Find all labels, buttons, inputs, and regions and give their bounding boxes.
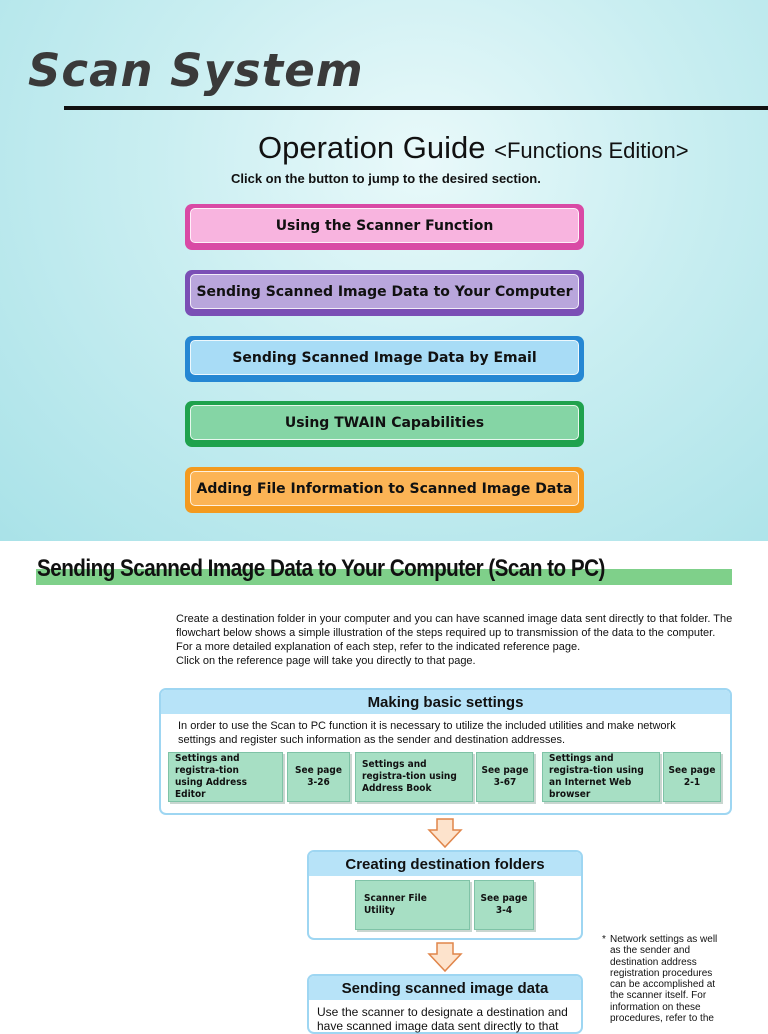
nav-button-scan-to-email[interactable]	[185, 336, 584, 382]
flow-step-title: Creating destination folders	[309, 852, 581, 876]
flow-step-description: In order to use the Scan to PC function it is necessary to utilize the included utilities and make network settings and register such information as the sender and destination addresses.	[178, 720, 676, 746]
cell-label: Scanner File Utility	[364, 893, 427, 916]
nav-button-file-information[interactable]	[185, 467, 584, 513]
flow-step-send-image-data	[307, 974, 583, 1034]
nav-button-scan-to-computer[interactable]	[185, 270, 584, 316]
cell-label: Settings and registra-tion using Address Editor	[175, 753, 247, 800]
nav-button-label: Adding File Information to Scanned Image Data	[196, 481, 573, 497]
flow-arrow-icon	[428, 942, 462, 972]
page-link-label: See page 3-4	[480, 893, 528, 916]
section-intro	[176, 612, 736, 668]
note-text: Network settings as well as the sender and destination address registration procedures can be accomplished at the scanner itself. For information on these procedures, refer to the	[610, 934, 718, 1025]
flow-step-title: Making basic settings	[161, 690, 730, 714]
guide-instruction: Click on the button to jump to the desired section.	[231, 171, 541, 186]
settings-address-editor-cell	[168, 752, 283, 802]
settings-address-book-cell	[355, 752, 473, 802]
settings-web-browser-cell	[542, 752, 660, 802]
intro-paragraph: Click on the reference page will take you directly to that page.	[176, 655, 476, 667]
see-page-link[interactable]	[476, 752, 534, 802]
guide-title	[258, 130, 689, 166]
flow-arrow-icon	[428, 818, 462, 848]
see-page-link[interactable]	[287, 752, 350, 802]
flow-step-description: Use the scanner to designate a destination and have scanned image data sent directly to that	[317, 1005, 568, 1033]
nav-button-twain[interactable]	[185, 401, 584, 447]
page-link-label: See page 2-1	[668, 765, 716, 788]
see-page-link[interactable]	[474, 880, 534, 930]
brand-title: Scan System	[28, 44, 364, 97]
nav-button-label: Sending Scanned Image Data by Email	[232, 350, 537, 366]
brand-underline	[64, 106, 768, 110]
see-page-link[interactable]	[663, 752, 721, 802]
nav-button-label: Sending Scanned Image Data to Your Computer	[196, 284, 573, 300]
guide-edition: <Functions Edition>	[494, 138, 689, 163]
page-link-label: See page 3-67	[481, 765, 529, 788]
note-asterisk: *	[602, 934, 606, 945]
scanner-file-utility-cell	[355, 880, 470, 930]
side-note	[602, 934, 730, 1024]
guide-title-main: Operation Guide	[258, 130, 486, 165]
cell-label: Settings and registra-tion using an Internet Web browser	[549, 753, 644, 800]
section-title: Sending Scanned Image Data to Your Computer (Scan to PC)	[37, 555, 605, 582]
page-link-label: See page 3-26	[295, 765, 342, 788]
flow-step-title: Sending scanned image data	[309, 976, 581, 1000]
nav-button-label: Using TWAIN Capabilities	[284, 415, 485, 431]
intro-paragraph: For a more detailed explanation of each step, refer to the indicated reference page.	[176, 641, 581, 653]
nav-button-scanner-function[interactable]	[185, 204, 584, 250]
nav-button-label: Using the Scanner Function	[275, 218, 494, 234]
cell-label: Settings and registra-tion using Address Book	[362, 759, 457, 794]
intro-paragraph: Create a destination folder in your computer and you can have scanned image data sent directly to that folder. The flowchart below shows a simple illustration of the steps required up to transmission of the data to the computer.	[176, 613, 733, 639]
